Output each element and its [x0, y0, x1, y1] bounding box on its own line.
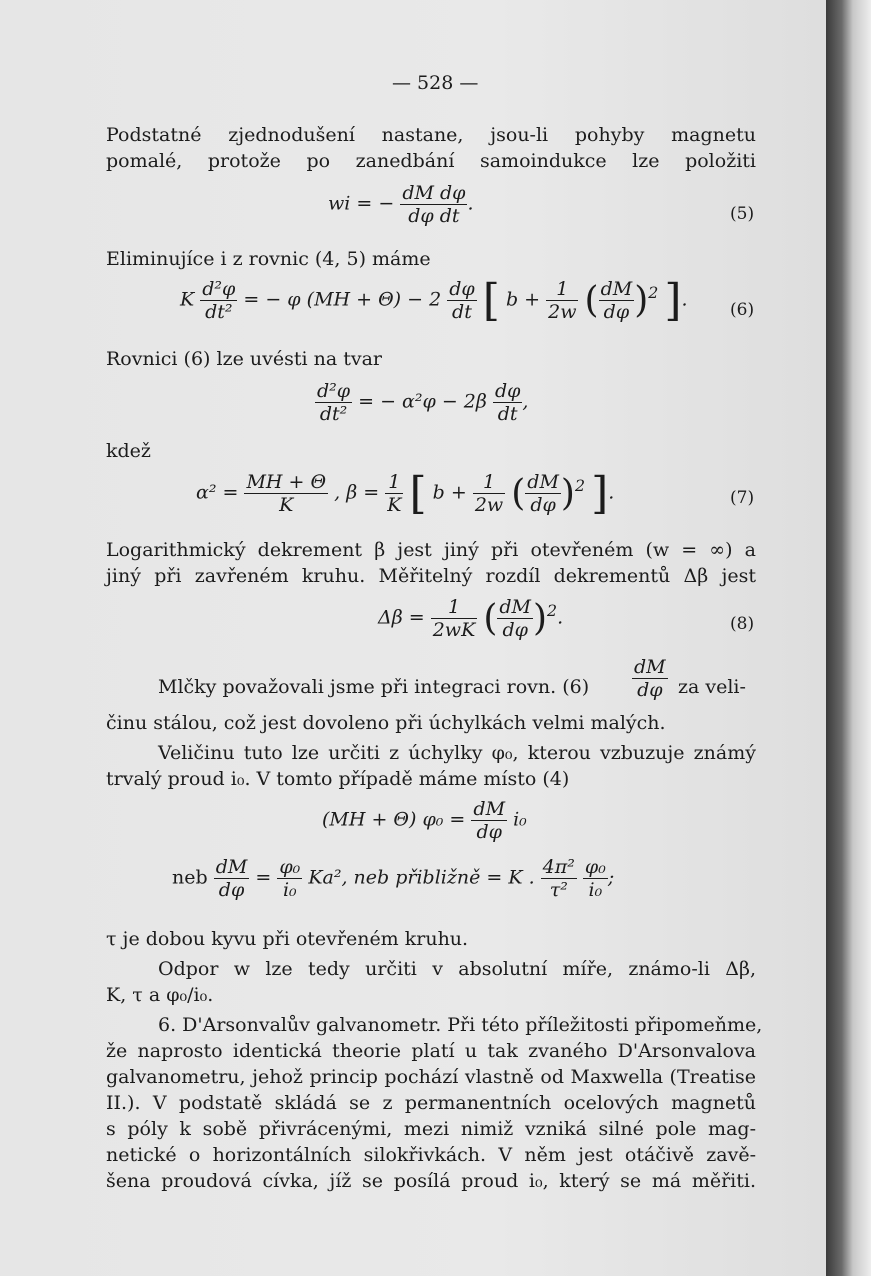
fraction [244, 471, 328, 516]
eq-text: wi = − [328, 192, 395, 215]
fraction [400, 182, 467, 227]
text-line: II.). V podstatě skládá se z permanentních ocelových magnetů [106, 1092, 756, 1114]
text-line: Eliminujíce i z rovnic (4, 5) máme [106, 248, 431, 270]
eq-text: = − α²φ − 2β [358, 390, 487, 413]
numerator: φ₀ [279, 856, 301, 878]
eq-text: b + [505, 288, 541, 311]
fraction [493, 380, 522, 425]
text-line: kdež [106, 440, 151, 462]
text-line: 6. D'Arsonvalův galvanometr. Při této příležitosti připomeňme, [158, 1014, 763, 1036]
fraction [546, 278, 578, 323]
text-line: netické o horizontálních silokřivkách. V něm jest otáčivě zavě- [106, 1144, 756, 1166]
numerator: dM [527, 471, 559, 493]
eq-text: Ka², neb přibližně = K . [308, 866, 535, 889]
denominator: dφ [502, 619, 528, 641]
equation-number: (8) [730, 614, 755, 634]
eq-text: = − φ (MH + Θ) − 2 [243, 288, 442, 311]
eq-text: i₀ [513, 808, 527, 831]
text-line: Rovnici (6) lze uvésti na tvar [106, 348, 382, 370]
numerator: φ₀ [584, 856, 606, 878]
denominator: dφ [476, 821, 502, 843]
equation-number: (6) [730, 300, 755, 320]
text-line: Logarithmický dekrement β jest jiný při otevřeném (w = ∞) a [106, 539, 756, 561]
equation-number: (7) [730, 488, 755, 508]
equation-7: α² = $\frac{MH + \Theta}{K}$ , β = $\frac{1}{K}$ [ b + $\frac{1}{2w}$ ( $\frac{dM}{d\varphi}$ )$^2$ ]. [196, 468, 615, 519]
numerator: 1 [385, 471, 403, 494]
denominator: 2w [548, 301, 577, 323]
denominator: i₀ [282, 879, 297, 901]
fraction [471, 798, 507, 843]
eq-text: K [180, 288, 195, 311]
eq-text: = [255, 866, 272, 889]
numerator: 1 [431, 596, 478, 619]
eq-text: (MH + Θ) φ₀ = [322, 808, 466, 831]
eq-text: b + [432, 481, 467, 504]
text-line: K, τ a φ₀/i₀. [106, 984, 214, 1006]
fraction [497, 596, 533, 641]
equation-5: wi = − $\frac{\text{dM dφ}}{\text{dφ dt}}$ . [328, 182, 474, 227]
eq-text: Δβ = [378, 606, 425, 629]
text-line: pomalé, protože po zanedbání samoindukce lze položiti [106, 150, 756, 172]
text-line: činu stálou, což jest dovoleno při úchylkách velmi malých. [106, 712, 666, 734]
denominator: dt² [319, 403, 348, 425]
fraction [583, 856, 608, 901]
denominator: dφ [603, 301, 630, 323]
eq-text: , β = [334, 481, 380, 504]
text-line: šena proudová cívka, jíž se posílá proud i₀, který se má měřiti. [106, 1170, 756, 1192]
fraction [385, 471, 403, 516]
fraction [447, 278, 476, 323]
equation-number: (5) [730, 204, 755, 224]
numerator: d²φ [317, 380, 351, 402]
numerator: dφ [494, 380, 521, 402]
fraction [277, 856, 302, 901]
denominator: dφ dt [408, 205, 460, 227]
equation-8: Δβ = $\frac{1}{2wK}$ ( $\frac{dM}{d\varphi}$ )$^2$. [378, 596, 564, 641]
fraction [431, 596, 478, 641]
fraction [214, 856, 250, 901]
equation-reduced: $\frac{\text{d²φ}}{\text{dt²}}$ = − α²φ − 2β $\frac{d\varphi}{dt}$ , [317, 380, 529, 425]
numerator: 1 [546, 278, 578, 301]
denominator: dφ [218, 879, 245, 901]
text-line: Podstatné zjednodušení nastane, jsou-li pohyby magnetu [106, 124, 756, 146]
numerator: dM [600, 278, 633, 300]
denominator: dt [497, 403, 518, 425]
text-line: Mlčky považovali jsme při integraci rovn. (6) [158, 676, 590, 698]
numerator: dφ [449, 278, 475, 300]
fraction [541, 856, 577, 901]
denominator: 2wK [432, 619, 476, 641]
equation-6: K $\frac{\text{d²φ}}{\text{dt²}}$ = − φ (MH + Θ) − 2 $\frac{d\varphi}{dt}$ [ b + $\frac{1}{2w}$ ( $\frac{dM}{d\varphi}$ )$^2$ ]. [180, 275, 688, 326]
numerator: d²φ [202, 278, 236, 300]
numerator: 4π² [542, 856, 575, 878]
text-line: galvanometru, jehož princip pochází vlastně od Maxwella (Treatise [106, 1066, 756, 1088]
equation-10: neb $\frac{dM}{d\varphi}$ = $\frac{\text{φ₀}}{\text{i₀}}$ Ka², neb přibližně = K . $\frac{\text{4π²}}{\text{τ²}}$ $\frac{\text{φ₀}}{\text{i₀}}$ ; [172, 856, 615, 901]
denominator: K [387, 494, 402, 516]
fraction [632, 656, 668, 701]
denominator: dt² [205, 301, 233, 323]
numerator: dM [499, 596, 531, 618]
fraction [200, 278, 237, 323]
text-line: že naprosto identická theorie platí u tak zvaného D'Arsonvalova [106, 1040, 756, 1062]
numerator: MH + Θ [246, 471, 327, 493]
fraction [473, 471, 505, 516]
text-line: za veli- [678, 676, 746, 698]
numerator: dM [473, 798, 506, 820]
text-line: Veličinu tuto lze určiti z úchylky φ₀, kterou vzbuzuje známý [158, 742, 756, 764]
page-number: — 528 — [392, 72, 479, 94]
text-line: s póly k sobě přivrácenými, mezi nimiž vzniká silné pole mag- [106, 1118, 756, 1140]
text-line: jiný při zavřeném kruhu. Měřitelný rozdíl dekrementů Δβ jest [106, 565, 756, 587]
eq-text: α² = [196, 481, 239, 504]
denominator: dφ [637, 679, 663, 701]
book-spine-shadow [826, 0, 871, 1276]
eq-text: neb [172, 866, 208, 889]
denominator: K [279, 494, 294, 516]
fraction [315, 380, 352, 425]
fraction [525, 471, 561, 516]
text-line: Odpor w lze tedy určiti v absolutní míře, známo-li Δβ, [158, 958, 756, 980]
denominator: i₀ [588, 879, 603, 901]
numerator: 1 [473, 471, 505, 494]
numerator: dM [634, 656, 666, 678]
denominator: τ² [549, 879, 568, 901]
denominator: dt [452, 301, 472, 323]
inline-fraction [632, 656, 668, 701]
text-line: trvalý proud i₀. V tomto případě máme místo (4) [106, 768, 570, 790]
text-line: τ je dobou kyvu při otevřeném kruhu. [106, 928, 469, 950]
equation-9 [322, 798, 527, 843]
numerator: dM dφ [402, 182, 466, 204]
denominator: dφ [530, 494, 556, 516]
numerator: dM [215, 856, 248, 878]
fraction [599, 278, 635, 323]
denominator: 2w [474, 494, 504, 516]
